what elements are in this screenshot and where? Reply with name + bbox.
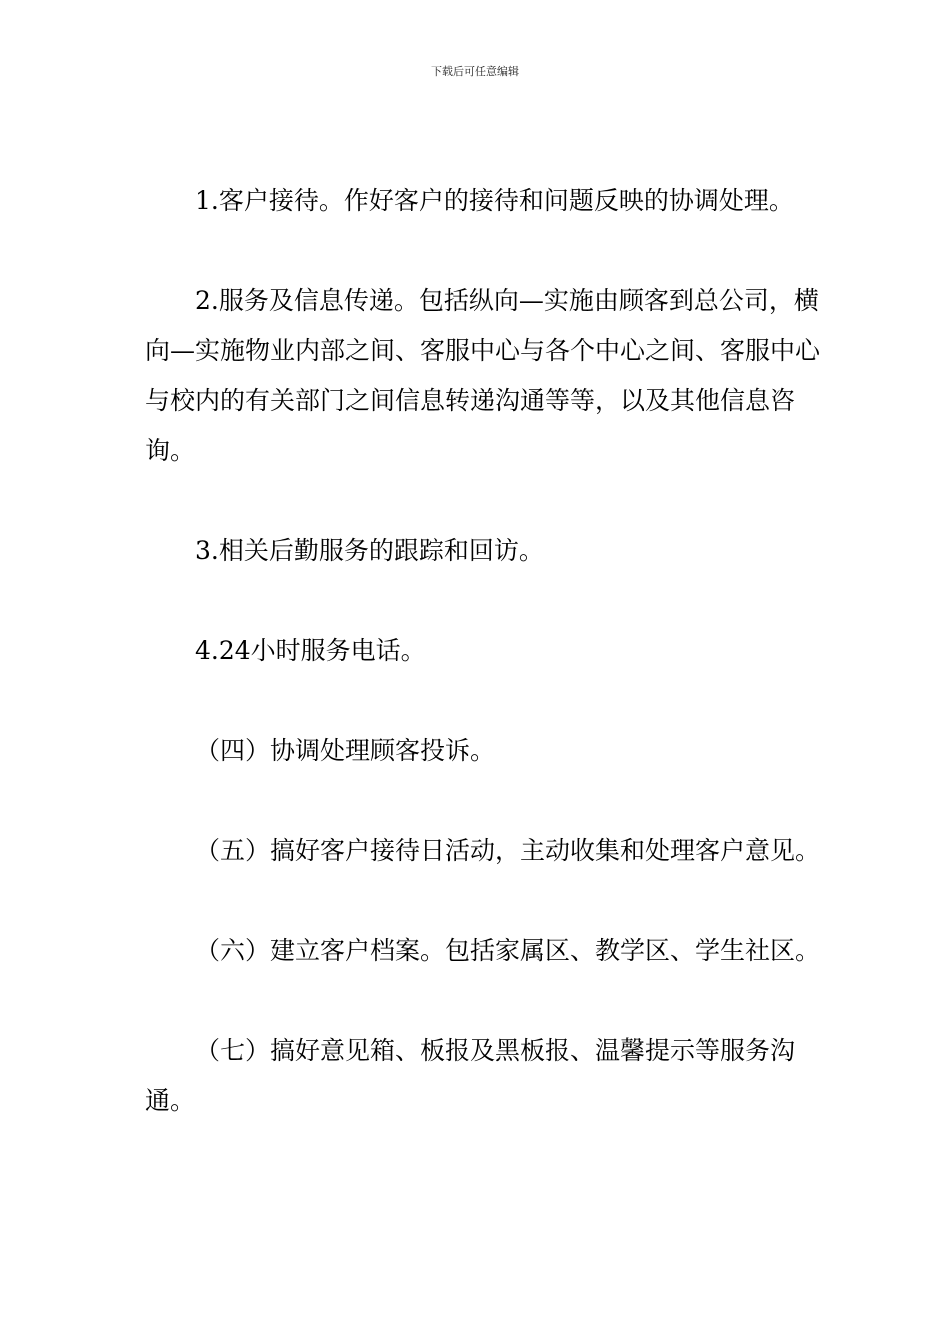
paragraph-spacer xyxy=(145,226,835,276)
document-body xyxy=(145,176,835,1126)
paragraph-spacer xyxy=(145,876,835,926)
paragraph-spacer xyxy=(145,976,835,1026)
paragraph-4: 4.24小时服务电话。 xyxy=(195,636,426,665)
paragraph-7: （六）建立客户档案。包括家属区、教学区、学生社区。 xyxy=(195,936,821,965)
paragraph-2: 2.服务及信息传递。包括纵向—实施由顾客到总公司，横向—实施物业内部之间、客服中心与各个中心之间、客服中心与校内的有关部门之间信息转递沟通等等，以及其他信息咨询。 xyxy=(145,286,821,465)
paragraph-spacer xyxy=(145,576,835,626)
page-header: 下载后可任意编辑 xyxy=(431,65,519,78)
paragraph-1: 1.客户接待。作好客户的接待和问题反映的协调处理。 xyxy=(195,186,794,215)
paragraph-spacer xyxy=(145,676,835,726)
paragraph-5: （四）协调处理顾客投诉。 xyxy=(195,736,496,765)
paragraph-6: （五）搞好客户接待日活动，主动收集和处理客户意见。 xyxy=(195,836,821,865)
paragraph-spacer xyxy=(145,776,835,826)
paragraph-8: （七）搞好意见箱、板报及黑板报、温馨提示等服务沟通。 xyxy=(145,1036,796,1115)
paragraph-spacer xyxy=(145,476,835,526)
paragraph-3: 3.相关后勤服务的跟踪和回访。 xyxy=(195,536,544,565)
